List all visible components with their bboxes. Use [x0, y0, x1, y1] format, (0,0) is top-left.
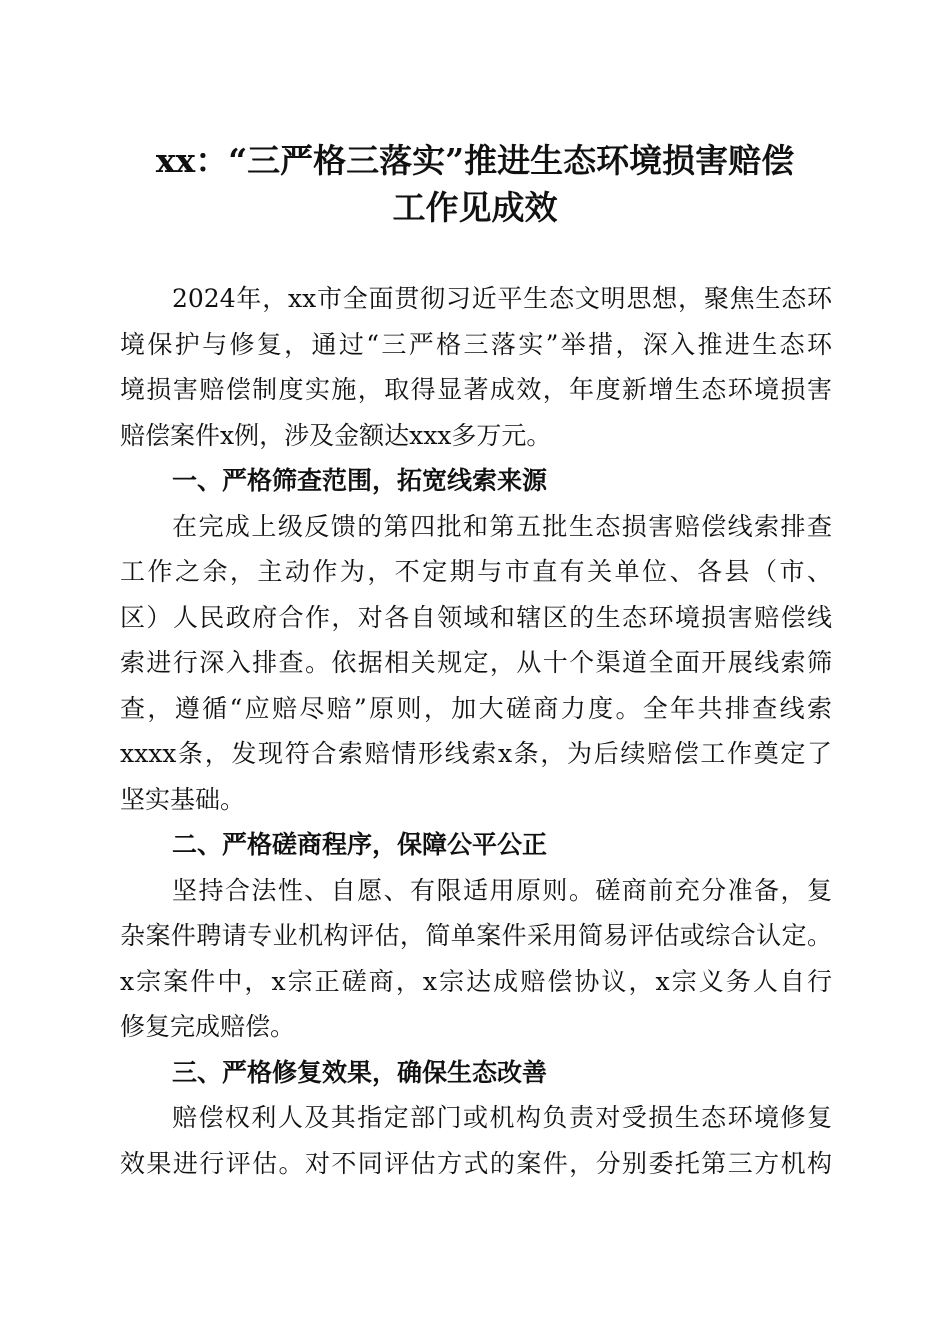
text-line: xxxx条，发现符合索赔情形线索x条，为后续赔偿工作奠定了 — [120, 739, 832, 768]
text-line: 在完成上级反馈的第四批和第五批生态损害赔偿线索排查 — [172, 511, 832, 541]
section-2-paragraph — [120, 868, 832, 1050]
intro-paragraph — [120, 276, 832, 458]
text-line: x宗案件中，x宗正磋商，x宗达成赔偿协议，x宗义务人自行 — [120, 966, 832, 996]
document-body — [120, 276, 832, 1186]
text-line: 区）人民政府合作，对各自领域和辖区的生态环境损害赔偿线 — [120, 602, 832, 632]
section-heading-2: 二、严格磋商程序，保障公平公正 — [172, 830, 548, 859]
text-line: 工作之余，主动作为，不定期与市直有关单位、各县（市、 — [120, 557, 832, 586]
section-heading-1: 一、严格筛查范围，拓宽线索来源 — [172, 466, 548, 495]
text-line: 境损害赔偿制度实施，取得显著成效，年度新增生态环境损害 — [120, 375, 832, 404]
title-line-2: 工作见成效 — [392, 188, 558, 227]
text-line: 索进行深入排查。依据相关规定，从十个渠道全面开展线索筛 — [120, 648, 832, 677]
text-line: 2024年，xx市全面贯彻习近平生态文明思想，聚焦生态环 — [172, 284, 832, 313]
section-heading-3: 三、严格修复效果，确保生态改善 — [172, 1057, 548, 1087]
title-line-1: xx：“三严格三落实”推进生态环境损害赔偿 — [155, 141, 795, 180]
text-line: 修复完成赔偿。 — [120, 1012, 296, 1041]
text-line: 境保护与修复，通过“三严格三落实”举措，深入推进生态环 — [120, 329, 832, 359]
text-line: 赔偿权利人及其指定部门或机构负责对受损生态环境修复 — [172, 1103, 832, 1132]
text-line: 杂案件聘请专业机构评估，简单案件采用简易评估或综合认定。 — [120, 921, 832, 950]
document-title — [100, 137, 850, 231]
text-line: 坚持合法性、自愿、有限适用原则。磋商前充分准备，复 — [172, 875, 832, 905]
section-1-paragraph — [120, 504, 832, 823]
text-line: 赔偿案件x例，涉及金额达xxx多万元。 — [120, 420, 552, 450]
text-line: 效果进行评估。对不同评估方式的案件，分别委托第三方机构 — [120, 1148, 832, 1178]
text-line: 查，遵循“应赔尽赔”原则，加大磋商力度。全年共排查线索 — [120, 693, 832, 723]
text-line: 坚实基础。 — [120, 784, 246, 814]
section-3-paragraph — [120, 1095, 832, 1186]
